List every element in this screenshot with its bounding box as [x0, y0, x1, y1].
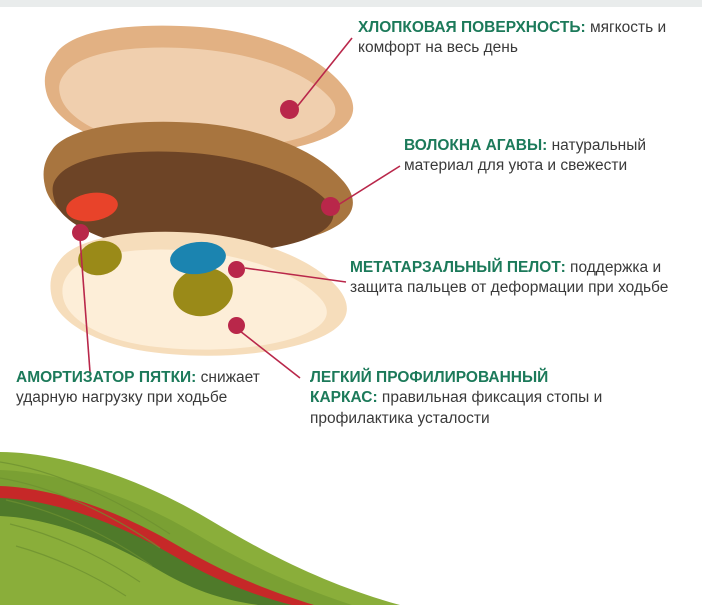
callout-heel-heading: АМОРТИЗАТОР ПЯТКИ:	[16, 369, 197, 386]
callout-heel	[16, 368, 306, 409]
callout-metatarsal-body: поддержка и защита пальцев от деформации при ходьбе	[350, 259, 669, 297]
marker-metatarsal[interactable]	[228, 261, 245, 278]
callout-frame-heading: ЛЕГКИЙ ПРОФИЛИРОВАННЫЙ КАРКАС:	[310, 369, 549, 407]
callout-agave	[404, 136, 694, 177]
callout-cotton-body: мягкость и комфорт на весь день	[358, 19, 667, 57]
callout-cotton-heading: ХЛОПКОВАЯ ПОВЕРХНОСТЬ:	[358, 19, 586, 36]
callout-metatarsal	[350, 258, 690, 299]
callout-frame	[310, 368, 610, 429]
callout-frame-body: правильная фиксация стопы и профилактика усталости	[310, 389, 603, 427]
callout-heel-body: снижает ударную нагрузку при ходьбе	[16, 369, 260, 407]
callout-metatarsal-heading: МЕТАТАРЗАЛЬНЫЙ ПЕЛОТ:	[350, 259, 566, 276]
callout-agave-heading: ВОЛОКНА АГАВЫ:	[404, 137, 548, 154]
marker-heel[interactable]	[72, 224, 89, 241]
marker-agave[interactable]	[321, 197, 340, 216]
marker-frame[interactable]	[228, 317, 245, 334]
marker-cotton[interactable]	[280, 100, 299, 119]
bottom-banner	[0, 452, 400, 605]
callout-cotton	[358, 18, 678, 59]
callout-agave-body: натуральный материал для уюта и свежести	[404, 137, 647, 175]
